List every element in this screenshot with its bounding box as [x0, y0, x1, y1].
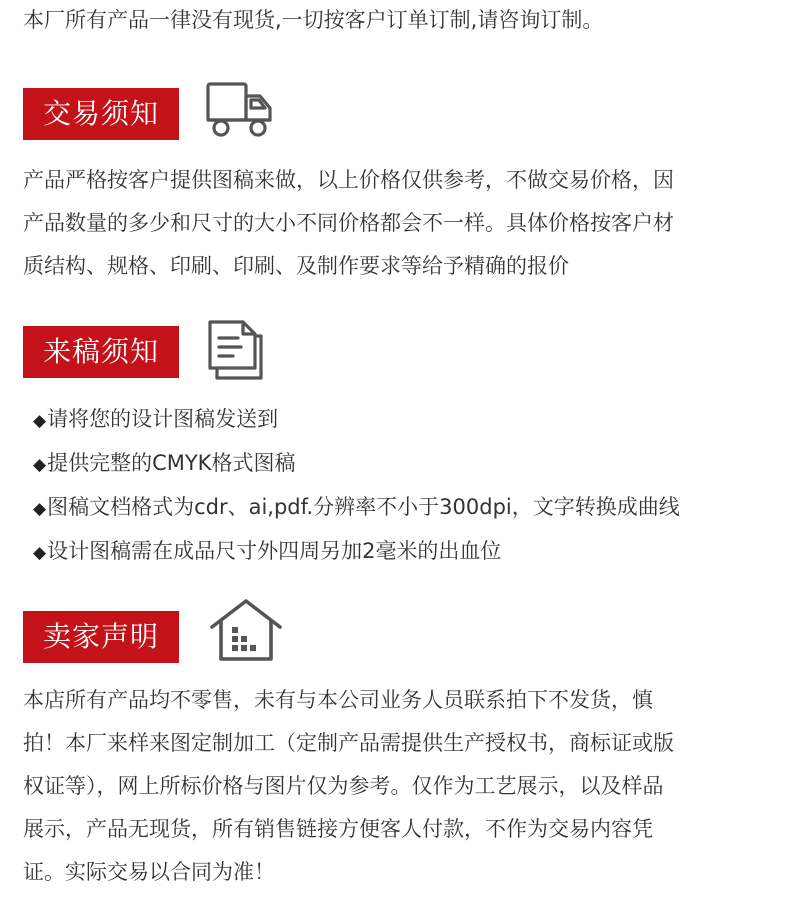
- seller-statement-line: 拍！本厂来样来图定制加工（定制产品需提供生产授权书，商标证或版: [23, 731, 674, 755]
- trade-notice-title: 交易须知: [23, 88, 179, 140]
- list-item: [33, 398, 773, 442]
- document-icon: [205, 318, 267, 382]
- seller-statement-body: [23, 679, 768, 894]
- artwork-notice-heading: [23, 326, 763, 380]
- trade-notice-heading: [23, 88, 763, 142]
- list-item: [33, 442, 773, 486]
- trade-notice-body: [23, 159, 768, 288]
- seller-statement-line: 展示，产品无现货，所有销售链接方便客人付款，不作为交易内容凭: [23, 817, 653, 841]
- diamond-bullet-icon: ◆: [33, 455, 47, 475]
- warehouse-icon: [208, 597, 284, 663]
- seller-statement-line: 证。实际交易以合同为准！: [23, 860, 275, 884]
- trade-notice-line: 产品严格按客户提供图稿来做，以上价格仅供参考，不做交易价格，因: [23, 168, 674, 192]
- diamond-bullet-icon: ◆: [33, 411, 47, 431]
- intro-text: 本厂所有产品一律没有现货,一切按客户订单订制,请咨询订制。: [23, 8, 604, 32]
- artwork-notice-title: 来稿须知: [23, 326, 179, 378]
- list-item-text: 请将您的设计图稿发送到: [47, 407, 279, 431]
- trade-notice-line: 产品数量的多少和尺寸的大小不同价格都会不一样。具体价格按客户材: [23, 211, 674, 235]
- trade-notice-line: 质结构、规格、印刷、印刷、及制作要求等给予精确的报价: [23, 254, 569, 278]
- list-item-text: 设计图稿需在成品尺寸外四周另加2毫米的出血位: [47, 539, 502, 563]
- seller-statement-line: 权证等），网上所标价格与图片仅为参考。仅作为工艺展示，以及样品: [23, 774, 664, 798]
- artwork-requirements-list: [33, 398, 773, 574]
- seller-statement-title: 卖家声明: [23, 611, 179, 663]
- list-item-text: 提供完整的CMYK格式图稿: [47, 451, 296, 475]
- list-item: [33, 486, 773, 530]
- truck-icon: [204, 80, 276, 142]
- list-item-text: 图稿文档格式为cdr、ai,pdf.分辨率不小于300dpi，文字转换成曲线: [47, 495, 680, 519]
- list-item: [33, 530, 773, 574]
- seller-statement-line: 本店所有产品均不零售，未有与本公司业务人员联系拍下不发货，慎: [23, 688, 653, 712]
- diamond-bullet-icon: ◆: [33, 499, 47, 519]
- seller-statement-heading: [23, 611, 763, 665]
- diamond-bullet-icon: ◆: [33, 543, 47, 563]
